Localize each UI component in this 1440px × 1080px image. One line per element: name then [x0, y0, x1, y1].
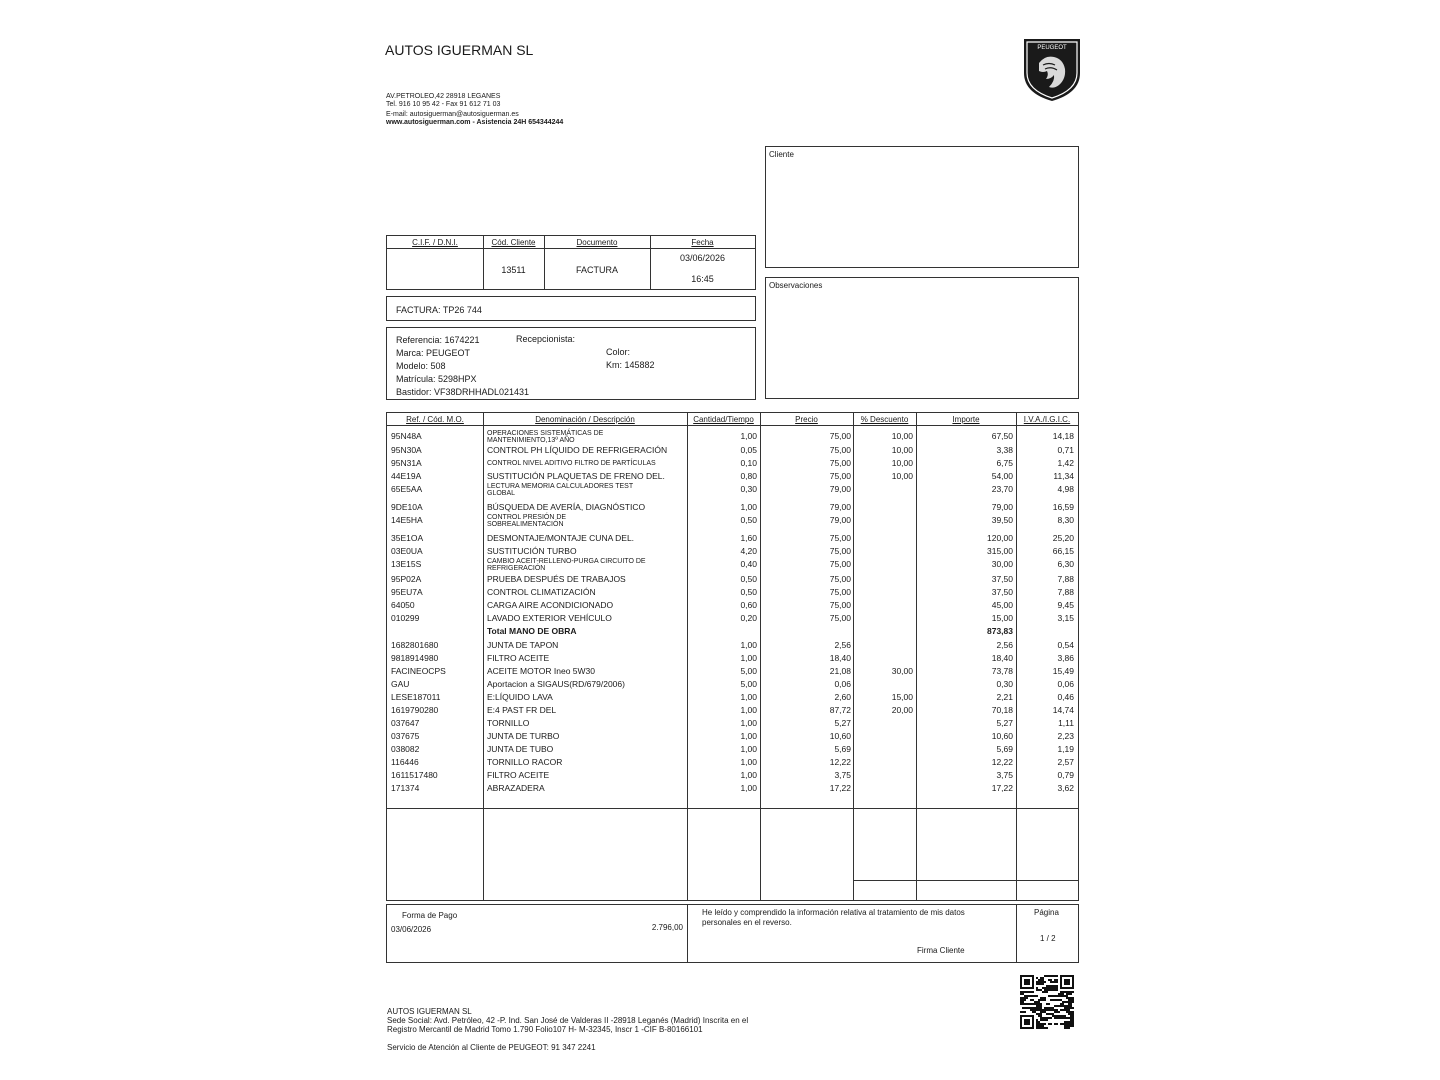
- vehicle-brand: Marca: PEUGEOT: [396, 348, 471, 358]
- line-amount: 17,22: [991, 783, 1013, 793]
- table-row: [387, 457, 1078, 470]
- date-value: 03/06/2026: [679, 253, 726, 263]
- privacy-text-line1: He leído y comprendido la información relativa al tratamiento de mis datos: [702, 908, 965, 917]
- line-quantity: 0,50: [740, 515, 757, 525]
- company-email: E-mail: autosiguerman@autosiguerman.es: [386, 111, 519, 118]
- line-quantity: 5,00: [740, 666, 757, 676]
- line-amount: 5,27: [996, 718, 1013, 728]
- line-iva: 15,49: [1052, 666, 1074, 676]
- line-description: SUSTITUCIÓN TURBO: [487, 546, 577, 556]
- table-row: [387, 586, 1078, 599]
- line-iva: 7,88: [1057, 587, 1074, 597]
- line-ref: 038082: [391, 744, 420, 754]
- line-iva: 2,23: [1057, 731, 1074, 741]
- line-amount: 39,50: [991, 515, 1013, 525]
- col-ref-header: Ref. / Cód. M.O.: [406, 415, 464, 424]
- line-quantity: 0,40: [740, 559, 757, 569]
- col-desc-header: Denominación / Descripción: [535, 415, 635, 424]
- table-row: [387, 483, 1078, 496]
- privacy-text-line2: personales en el reverso.: [702, 918, 792, 927]
- line-quantity: 0,50: [740, 587, 757, 597]
- table-row: [387, 501, 1078, 514]
- line-ref: 13E15S: [391, 559, 422, 569]
- line-price: 79,00: [829, 502, 851, 512]
- line-discount: 10,00: [891, 445, 913, 455]
- signature-label: Firma Cliente: [917, 946, 965, 955]
- line-description: TORNILLO: [487, 718, 530, 728]
- document-header: Documento: [576, 238, 618, 247]
- line-description: SUSTITUCIÓN PLAQUETAS DE FRENO DEL.: [487, 471, 665, 481]
- line-description: Aportacion a SIGAUS(RD/679/2006): [487, 679, 625, 689]
- line-quantity: 1,00: [740, 705, 757, 715]
- vehicle-box: [386, 327, 756, 400]
- line-description: TORNILLO RACOR: [487, 757, 563, 767]
- company-phone-fax: Tel. 916 10 95 42 - Fax 91 612 71 03: [386, 101, 501, 108]
- line-description-cont: SOBREALIMENTACIÓN: [487, 521, 564, 528]
- document-info-table: [386, 235, 756, 290]
- line-quantity: 1,00: [740, 718, 757, 728]
- line-amount: 18,40: [991, 653, 1013, 663]
- line-amount: 73,78: [991, 666, 1013, 676]
- line-iva: 0,54: [1057, 640, 1074, 650]
- payment-label: Forma de Pago: [402, 911, 458, 920]
- line-quantity: 0,60: [740, 600, 757, 610]
- line-iva: 6,30: [1057, 559, 1074, 569]
- line-description: JUNTA DE TURBO: [487, 731, 560, 741]
- line-price: 75,00: [829, 600, 851, 610]
- vehicle-vin: Bastidor: VF38DRHHADL021431: [396, 387, 530, 397]
- table-row: [387, 514, 1078, 527]
- table-row: [387, 558, 1078, 571]
- col-iva-header: I.V.A./I.G.I.C.: [1023, 415, 1071, 424]
- line-quantity: 1,00: [740, 692, 757, 702]
- line-price: 75,00: [829, 471, 851, 481]
- line-price: 2,60: [834, 692, 851, 702]
- table-row: [387, 444, 1078, 457]
- line-amount: 15,00: [991, 613, 1013, 623]
- line-ref: 010299: [391, 613, 420, 623]
- col-qty-header: Cantidad/Tiempo: [693, 415, 754, 424]
- line-description: E:LÍQUIDO LAVA: [487, 692, 553, 702]
- line-ref: 95N48A: [391, 431, 422, 441]
- line-quantity: 1,00: [740, 640, 757, 650]
- line-discount: 10,00: [891, 471, 913, 481]
- table-row: [387, 573, 1078, 586]
- line-price: 75,00: [829, 431, 851, 441]
- line-amount: 30,00: [991, 559, 1013, 569]
- payment-amount: 2.796,00: [651, 923, 683, 932]
- line-ref: 1611517480: [391, 770, 438, 780]
- vehicle-km: Km: 145882: [606, 360, 655, 370]
- line-description: PRUEBA DESPUÉS DE TRABAJOS: [487, 574, 626, 584]
- line-amount: 5,69: [996, 744, 1013, 754]
- line-iva: 1,42: [1057, 458, 1074, 468]
- line-quantity: 1,00: [740, 502, 757, 512]
- payment-date: 03/06/2026: [391, 925, 432, 934]
- table-row: [387, 599, 1078, 612]
- line-amount: 6,75: [996, 458, 1013, 468]
- vehicle-color: Color:: [606, 347, 631, 357]
- table-row: [387, 545, 1078, 558]
- line-quantity: 0,50: [740, 574, 757, 584]
- table-row: [387, 430, 1078, 443]
- line-description-cont: REFRIGERACIÓN: [487, 565, 546, 572]
- line-price: 0,06: [834, 679, 851, 689]
- line-ref: 03E0UA: [391, 546, 423, 556]
- line-price: 75,00: [829, 559, 851, 569]
- company-address: AV.PETROLEO,42 28918 LEGANES: [386, 93, 501, 100]
- line-amount: 3,75: [996, 770, 1013, 780]
- line-description: JUNTA DE TAPON: [487, 640, 559, 650]
- line-ref: 64050: [391, 600, 415, 610]
- line-iva: 1,19: [1057, 744, 1074, 754]
- line-amount: 3,38: [996, 445, 1013, 455]
- line-discount: 10,00: [891, 431, 913, 441]
- line-amount: 45,00: [991, 600, 1013, 610]
- line-ref: 65E5AA: [391, 484, 423, 494]
- vehicle-model: Modelo: 508: [396, 361, 446, 371]
- document-value: FACTURA: [575, 265, 618, 275]
- logo-text: PEUGEOT: [1037, 45, 1067, 51]
- line-price: 75,00: [829, 458, 851, 468]
- line-ref: 95EU7A: [391, 587, 423, 597]
- line-description: JUNTA DE TUBO: [487, 744, 554, 754]
- page-label: Página: [1034, 908, 1059, 917]
- line-price: 79,00: [829, 515, 851, 525]
- col-price-header: Precio: [795, 415, 818, 424]
- page-number: 1 / 2: [1040, 934, 1056, 943]
- table-row: [387, 691, 1078, 704]
- line-description: DESMONTAJE/MONTAJE CUNA DEL.: [487, 533, 635, 543]
- line-quantity: 1,00: [740, 783, 757, 793]
- col-amount-header: Importe: [952, 415, 980, 424]
- observations-box: [765, 277, 1079, 399]
- line-price: 2,56: [834, 640, 851, 650]
- line-price: 18,40: [829, 653, 851, 663]
- line-amount: 2,56: [996, 640, 1013, 650]
- line-iva: 7,88: [1057, 574, 1074, 584]
- observations-label: Observaciones: [769, 281, 823, 290]
- line-ref: GAU: [391, 679, 410, 689]
- line-description: OPERACIONES SISTEMÁTICAS DE: [487, 430, 604, 437]
- line-description: CARGA AIRE ACONDICIONADO: [487, 600, 614, 610]
- line-price: 75,00: [829, 587, 851, 597]
- date-header: Fecha: [691, 238, 714, 247]
- line-ref: 116446: [391, 757, 419, 767]
- line-quantity: 0,05: [740, 445, 757, 455]
- labor-total-label: Total MANO DE OBRA: [487, 626, 577, 636]
- line-price: 5,69: [834, 744, 851, 754]
- line-iva: 4,98: [1057, 484, 1074, 494]
- line-iva: 14,18: [1052, 431, 1074, 441]
- labor-total-value: 873,83: [987, 626, 1013, 636]
- client-code-value: 13511: [501, 265, 526, 275]
- col-discount-header: % Descuento: [860, 415, 909, 424]
- line-quantity: 1,00: [740, 731, 757, 741]
- line-amount: 315,00: [987, 546, 1013, 556]
- line-quantity: 1,00: [740, 744, 757, 754]
- table-row: [387, 612, 1078, 625]
- line-iva: 0,06: [1057, 679, 1074, 689]
- line-price: 75,00: [829, 533, 851, 543]
- table-row: [387, 756, 1078, 769]
- line-ref: 037675: [391, 731, 420, 741]
- line-iva: 66,15: [1052, 546, 1074, 556]
- line-ref: 95P02A: [391, 574, 422, 584]
- table-row: [387, 532, 1078, 545]
- table-row: [387, 743, 1078, 756]
- line-ref: 1682801680: [391, 640, 439, 650]
- line-price: 75,00: [829, 445, 851, 455]
- line-iva: 0,79: [1057, 770, 1074, 780]
- line-ref: FACINEOCPS: [391, 666, 446, 676]
- line-amount: 70,18: [991, 705, 1013, 715]
- line-description: FILTRO ACEITE: [487, 653, 550, 663]
- line-ref: 44E19A: [391, 471, 422, 481]
- line-price: 17,22: [829, 783, 851, 793]
- line-ref: 95N31A: [391, 458, 422, 468]
- line-price: 87,72: [829, 705, 851, 715]
- client-code-header: Cód. Cliente: [491, 238, 536, 247]
- line-amount: 2,21: [996, 692, 1013, 702]
- line-iva: 16,59: [1052, 502, 1074, 512]
- table-row: [387, 704, 1078, 717]
- line-ref: 14E5HA: [391, 515, 423, 525]
- line-description: CONTROL CLIMATIZACIÓN: [487, 587, 596, 597]
- vehicle-plate: Matrícula: 5298HPX: [396, 374, 477, 384]
- line-price: 5,27: [834, 718, 851, 728]
- time-value: 16:45: [691, 274, 714, 284]
- line-iva: 3,15: [1057, 613, 1074, 623]
- line-amount: 0,30: [996, 679, 1013, 689]
- line-ref: 95N30A: [391, 445, 422, 455]
- line-discount: 20,00: [891, 705, 913, 715]
- company-web: www.autosiguerman.com - Asistencia 24H 654344244: [386, 119, 564, 126]
- table-row: [387, 639, 1078, 652]
- line-quantity: 4,20: [740, 546, 757, 556]
- table-row: [387, 470, 1078, 483]
- line-quantity: 0,10: [740, 458, 757, 468]
- line-quantity: 1,00: [740, 757, 757, 767]
- line-price: 75,00: [829, 613, 851, 623]
- line-discount: 15,00: [891, 692, 913, 702]
- line-price: 12,22: [829, 757, 851, 767]
- table-row: [387, 678, 1078, 691]
- legal-line-2: Registro Mercantil de Madrid Tomo 1.790 Folio107 H- M-32345, Inscr 1 -CIF B-80166101: [387, 1025, 703, 1034]
- qr-code: [1020, 975, 1074, 1029]
- line-discount: 30,00: [891, 666, 913, 676]
- invoice-lines-table: [386, 412, 1079, 901]
- line-iva: 14,74: [1052, 705, 1074, 715]
- line-description: CONTROL PRESIÓN DE: [487, 514, 567, 521]
- invoice-number-box: [386, 296, 756, 321]
- vehicle-receptionist: Recepcionista:: [516, 334, 576, 344]
- line-amount: 10,60: [991, 731, 1013, 741]
- line-iva: 0,46: [1057, 692, 1074, 702]
- line-ref: 35E1OA: [391, 533, 424, 543]
- table-row: [387, 665, 1078, 678]
- legal-company-name: AUTOS IGUERMAN SL: [387, 1007, 472, 1016]
- line-description: CAMBIO ACEIT-RELLENO-PURGA CIRCUITO DE: [487, 558, 646, 565]
- line-description: BÚSQUEDA DE AVERÍA, DIAGNÓSTICO: [487, 502, 646, 512]
- line-iva: 1,11: [1058, 718, 1074, 728]
- table-row: [387, 769, 1078, 782]
- line-price: 75,00: [829, 546, 851, 556]
- line-ref: 171374: [391, 783, 420, 793]
- cif-header: C.I.F. / D.N.I.: [412, 238, 458, 247]
- line-description: FILTRO ACEITE: [487, 770, 550, 780]
- customer-service: Servicio de Atención al Cliente de PEUGEOT: 91 347 2241: [387, 1043, 596, 1052]
- company-name: AUTOS IGUERMAN SL: [385, 42, 534, 58]
- labor-total-row: [387, 625, 1078, 638]
- line-description: ABRAZADERA: [487, 783, 545, 793]
- client-box: [765, 146, 1079, 268]
- line-description: E:4 PAST FR DEL: [487, 705, 557, 715]
- peugeot-logo: [1021, 35, 1083, 103]
- line-ref: 1619790280: [391, 705, 439, 715]
- line-quantity: 1,00: [740, 653, 757, 663]
- line-quantity: 1,00: [740, 770, 757, 780]
- legal-line-1: Sede Social: Avd. Petróleo, 42 -P. Ind. San José de Valderas II -28918 Leganés (Madrid) Inscrita en el: [387, 1016, 749, 1025]
- footer-box: [386, 904, 1079, 963]
- vehicle-reference: Referencia: 1674221: [396, 335, 480, 345]
- line-description: CONTROL NIVEL ADITIVO FILTRO DE PARTÍCULAS: [487, 460, 656, 467]
- invoice-number: FACTURA: TP26 744: [396, 305, 482, 315]
- line-price: 75,00: [829, 574, 851, 584]
- line-price: 3,75: [834, 770, 851, 780]
- line-iva: 9,45: [1057, 600, 1074, 610]
- table-row: [387, 717, 1078, 730]
- line-description: LECTURA MEMORIA CALCULADORES TEST: [487, 483, 634, 490]
- line-quantity: 0,80: [740, 471, 757, 481]
- line-quantity: 1,00: [740, 431, 757, 441]
- line-iva: 0,71: [1057, 445, 1074, 455]
- line-price: 21,08: [829, 666, 851, 676]
- line-ref: 9DE10A: [391, 502, 423, 512]
- line-quantity: 0,30: [740, 484, 757, 494]
- line-amount: 23,70: [991, 484, 1013, 494]
- line-amount: 67,50: [991, 431, 1013, 441]
- line-description-cont: MANTENIMIENTO,13º AÑO: [487, 437, 575, 444]
- table-row: [387, 652, 1078, 665]
- line-discount: 10,00: [891, 458, 913, 468]
- client-label: Cliente: [769, 150, 794, 159]
- line-ref: LESE187011: [391, 692, 441, 702]
- line-description-cont: GLOBAL: [487, 490, 516, 497]
- line-iva: 11,34: [1053, 471, 1074, 481]
- line-quantity: 0,20: [740, 613, 757, 623]
- table-row: [387, 730, 1078, 743]
- line-amount: 120,00: [987, 533, 1013, 543]
- line-iva: 25,20: [1052, 533, 1074, 543]
- line-quantity: 5,00: [740, 679, 757, 689]
- line-iva: 3,62: [1057, 783, 1074, 793]
- line-iva: 2,57: [1057, 757, 1074, 767]
- line-price: 79,00: [829, 484, 851, 494]
- line-iva: 8,30: [1057, 515, 1074, 525]
- line-amount: 54,00: [991, 471, 1013, 481]
- line-amount: 79,00: [991, 502, 1013, 512]
- line-description: ACEITE MOTOR Ineo 5W30: [487, 666, 596, 676]
- line-amount: 37,50: [991, 574, 1013, 584]
- line-ref: 037647: [391, 718, 420, 728]
- line-amount: 37,50: [991, 587, 1013, 597]
- line-quantity: 1,60: [740, 533, 757, 543]
- line-price: 10,60: [829, 731, 851, 741]
- line-ref: 9818914980: [391, 653, 439, 663]
- table-row: [387, 782, 1078, 795]
- line-description: CONTROL PH LÍQUIDO DE REFRIGERACIÓN: [487, 445, 668, 455]
- line-iva: 3,86: [1057, 653, 1074, 663]
- line-description: LAVADO EXTERIOR VEHÍCULO: [487, 613, 612, 623]
- line-amount: 12,22: [991, 757, 1013, 767]
